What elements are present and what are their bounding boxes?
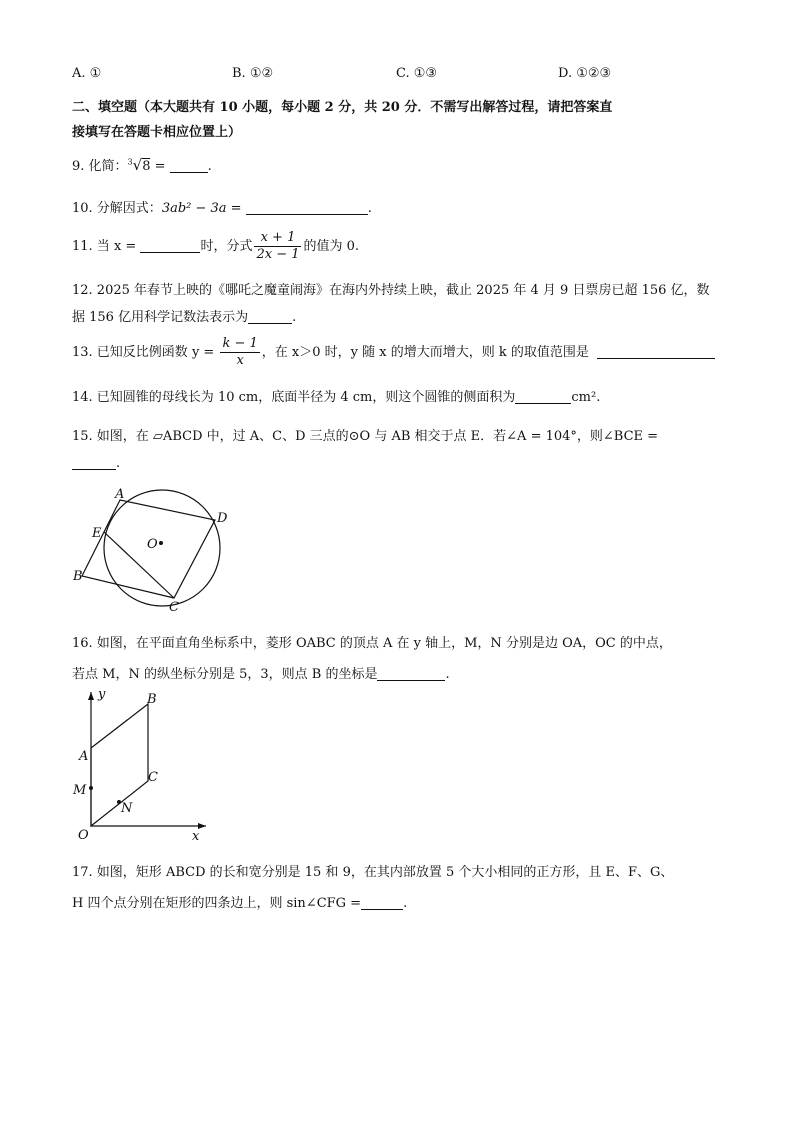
- label-o: O: [147, 537, 158, 552]
- segment-ec: [104, 532, 174, 598]
- y-axis-arrow: [88, 692, 94, 700]
- label-y: y: [98, 687, 106, 702]
- section-title-line1: 二、填空题（本大题共有 10 小题，每小题 2 分，共 20 分．不需写出解答过程，请把答案直: [72, 100, 613, 115]
- question-13: 13. 已知反比例函数 y = $\frac{k - 1}{x}$ ，在 x＞0 时，y 随 x 的增大而增大，则 k 的取值范围是: [72, 336, 715, 369]
- answer-blank-16: [377, 666, 445, 681]
- choice-a: A. ①: [72, 66, 102, 81]
- answer-blank-11: [140, 238, 200, 253]
- question-16-line2: 若点 M，N 的纵坐标分别是 5，3，则点 B 的坐标是 .: [72, 667, 450, 682]
- question-17-line1: 17. 如图，矩形 ABCD 的长和宽分别是 15 和 9，在其内部放置 5 个大小相同的正方形，且 E、F、G、: [72, 865, 674, 880]
- label-b: B: [147, 692, 157, 707]
- center-point-o: [159, 541, 163, 545]
- choice-d: D. ①②③: [558, 66, 612, 81]
- answer-blank-14: [515, 389, 571, 404]
- question-9: 9. 化简：$^3$√8 = .: [72, 156, 212, 174]
- section-title-line2: 接填写在答题卡相应位置上）: [72, 125, 242, 140]
- label-x: x: [192, 829, 200, 844]
- label-b: B: [73, 569, 83, 584]
- answer-blank-12: [248, 309, 292, 324]
- question-12-line2: 据 156 亿用科学记数法表示为 .: [72, 310, 297, 325]
- answer-blank-9: [170, 158, 208, 173]
- label-d: D: [217, 511, 228, 526]
- choice-c: C. ①③: [396, 66, 438, 81]
- question-16-line1: 16. 如图，在平面直角坐标系中，菱形 OABC 的顶点 A 在 y 轴上，M，N 分别是边 OA，OC 的中点，: [72, 636, 672, 651]
- answer-blank-10: [246, 200, 368, 215]
- label-a: A: [79, 749, 89, 764]
- question-12-line1: 12. 2025 年春节上映的《哪吒之魔童闹海》在海内外持续上映，截止 2025 年 4 月 9 日票房已超 156 亿，数: [72, 283, 710, 298]
- label-m: M: [73, 783, 87, 798]
- question-15-line1: 15. 如图，在 ▱ABCD 中，过 A、C、D 三点的⊙O 与 AB 相交于点 E．若∠A = 104°，则∠BCE =: [72, 429, 659, 444]
- label-o: O: [78, 828, 89, 843]
- question-17-line2: H 四个点分别在矩形的四条边上，则 sin∠CFG = .: [72, 896, 408, 911]
- question-15-line2: .: [72, 455, 120, 471]
- label-c: C: [148, 770, 158, 785]
- choice-b: B. ①②: [232, 66, 274, 81]
- rhombus-oabc: [91, 704, 148, 826]
- answer-blank-17: [361, 895, 403, 910]
- question-11: 11. 当 x = 时，分式 $\frac{x + 1}{2x - 1}$ 的值为 0.: [72, 230, 360, 262]
- point-m: [89, 786, 93, 790]
- figure-16-coordinate-rhombus: [66, 686, 216, 846]
- question-14: 14. 已知圆锥的母线长为 10 cm，底面半径为 4 cm，则这个圆锥的侧面积为 cm².: [72, 390, 601, 405]
- label-n: N: [121, 801, 133, 816]
- label-a: A: [115, 487, 125, 502]
- label-e: E: [92, 526, 102, 541]
- figure-15-circle-parallelogram: [60, 480, 240, 620]
- answer-blank-13: [597, 344, 715, 359]
- answer-blank-15: [72, 455, 116, 470]
- label-c: C: [169, 600, 179, 615]
- question-10: 10. 分解因式：3ab² − 3a = .: [72, 201, 372, 216]
